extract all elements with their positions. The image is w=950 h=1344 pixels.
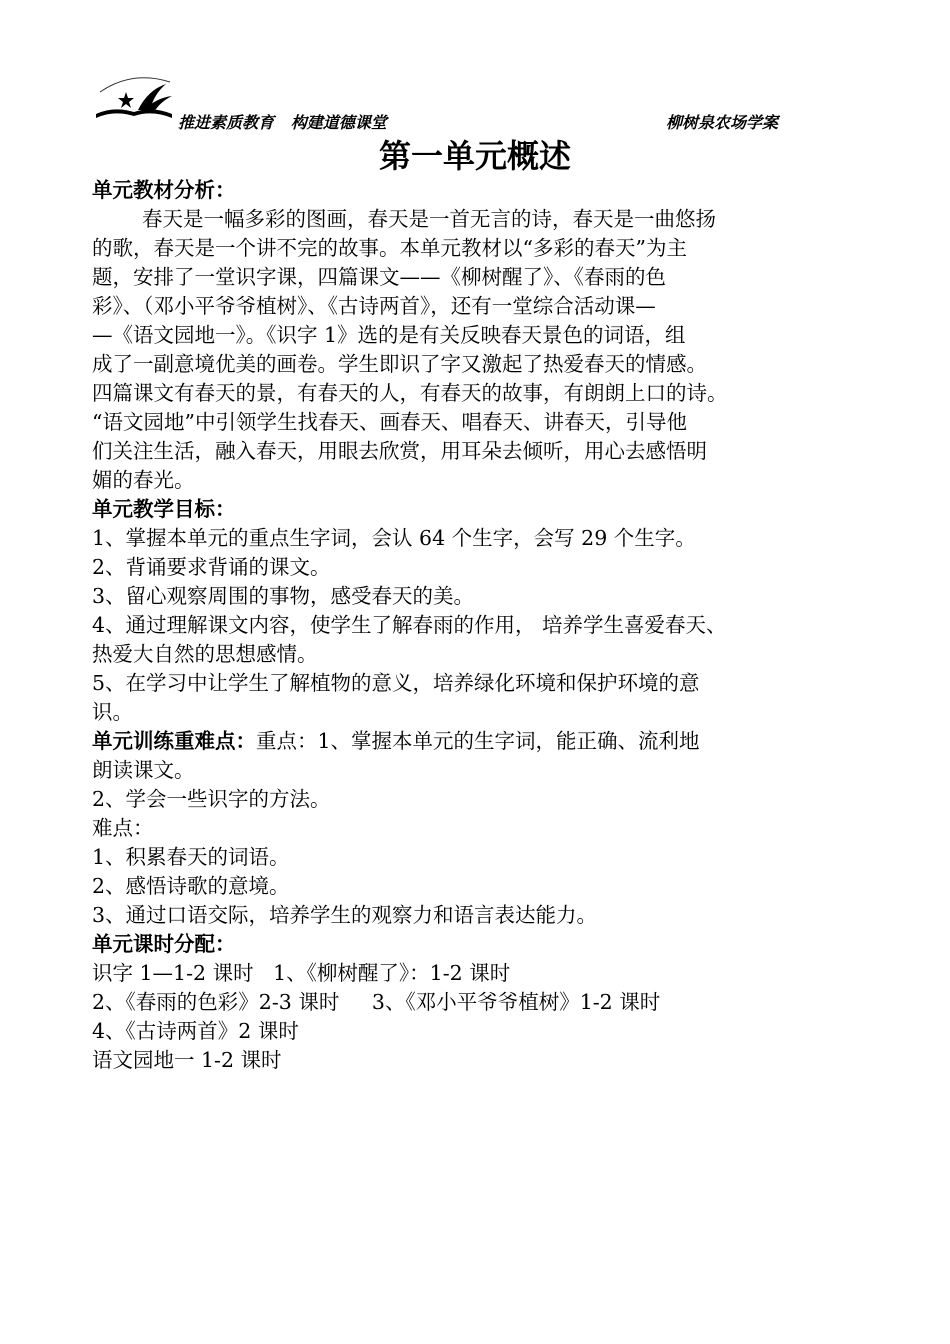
schedule-line: 识字 1—1-2 课时 1、《柳树醒了》：1-2 课时 xyxy=(92,961,511,985)
analysis-line: 成了一副意境优美的画卷。学生即识了字又激起了热爱春天的情感。 xyxy=(92,352,707,376)
school-logo xyxy=(92,70,174,126)
schedule-line: 4、《古诗两首》2 课时 xyxy=(92,1019,299,1043)
key-points-heading: 单元训练重难点： xyxy=(92,729,256,753)
goals-heading: 单元教学目标： xyxy=(92,497,236,521)
analysis-line: 春天是一幅多彩的图画，春天是一首无言的诗，春天是一曲悠扬 xyxy=(142,207,716,231)
schedule-heading: 单元课时分配： xyxy=(92,932,236,956)
analysis-line: 媚的春光。 xyxy=(92,468,195,492)
key-point-line: 2、学会一些识字的方法。 xyxy=(92,787,331,811)
document-body xyxy=(92,176,882,1075)
schedule-line: 2、《春雨的色彩》2-3 课时 3、《邓小平爷爷植树》1-2 课时 xyxy=(92,990,661,1014)
analysis-line: 彩》、（邓小平爷爷植树》、《古诗两首》，还有一堂综合活动课— xyxy=(92,294,656,318)
goal-line: 3、留心观察周围的事物，感受春天的美。 xyxy=(92,584,475,608)
analysis-line: “语文园地”中引领学生找春天、画春天、唱春天、讲春天，引导他 xyxy=(92,410,687,434)
goal-line: 5、在学习中让学生了解植物的意义，培养绿化环境和保护环境的意 xyxy=(92,671,700,695)
key-point-line: 2、感悟诗歌的意境。 xyxy=(92,874,290,898)
page-title: 第一单元概述 xyxy=(378,137,571,175)
analysis-heading: 单元教材分析： xyxy=(92,178,236,202)
schedule-line: 语文园地一 1-2 课时 xyxy=(92,1048,282,1072)
key-point-line: 朗读课文。 xyxy=(92,758,195,782)
goal-line: 1、掌握本单元的重点生字词，会认 64 个生字，会写 29 个生字。 xyxy=(92,526,696,550)
key-point-line: 难点： xyxy=(92,816,154,840)
goal-line: 识。 xyxy=(92,700,133,724)
analysis-line: 的歌，春天是一个讲不完的故事。本单元教材以“多彩的春天”为主 xyxy=(92,236,687,260)
analysis-line: 题，安排了一堂识字课，四篇课文——《柳树醒了》、《春雨的色 xyxy=(92,265,666,289)
header-slogan: 推进素质教育 构建道德课堂 xyxy=(178,113,387,132)
goal-line: 4、通过理解课文内容，使学生了解春雨的作用， 培养学生喜爱春天、 xyxy=(92,613,727,637)
analysis-line: —《语文园地一》。《识字 1》选的是有关反映春天景色的词语，组 xyxy=(92,323,686,347)
analysis-line: 们关注生活，融入春天，用眼去欣赏，用耳朵去倾听，用心去感悟明 xyxy=(92,439,707,463)
key-points-first-line xyxy=(92,727,882,756)
goal-line: 2、背诵要求背诵的课文。 xyxy=(92,555,331,579)
goal-line: 热爱大自然的思想感情。 xyxy=(92,642,318,666)
key-points-text: 重点：1、掌握本单元的生字词，能正确、流利地 xyxy=(256,729,700,753)
analysis-line: 四篇课文有春天的景，有春天的人，有春天的故事，有朗朗上口的诗。 xyxy=(92,381,728,405)
key-point-line: 3、通过口语交际，培养学生的观察力和语言表达能力。 xyxy=(92,903,598,927)
header-school-name: 柳树泉农场学案 xyxy=(666,113,779,132)
key-point-line: 1、积累春天的词语。 xyxy=(92,845,290,869)
